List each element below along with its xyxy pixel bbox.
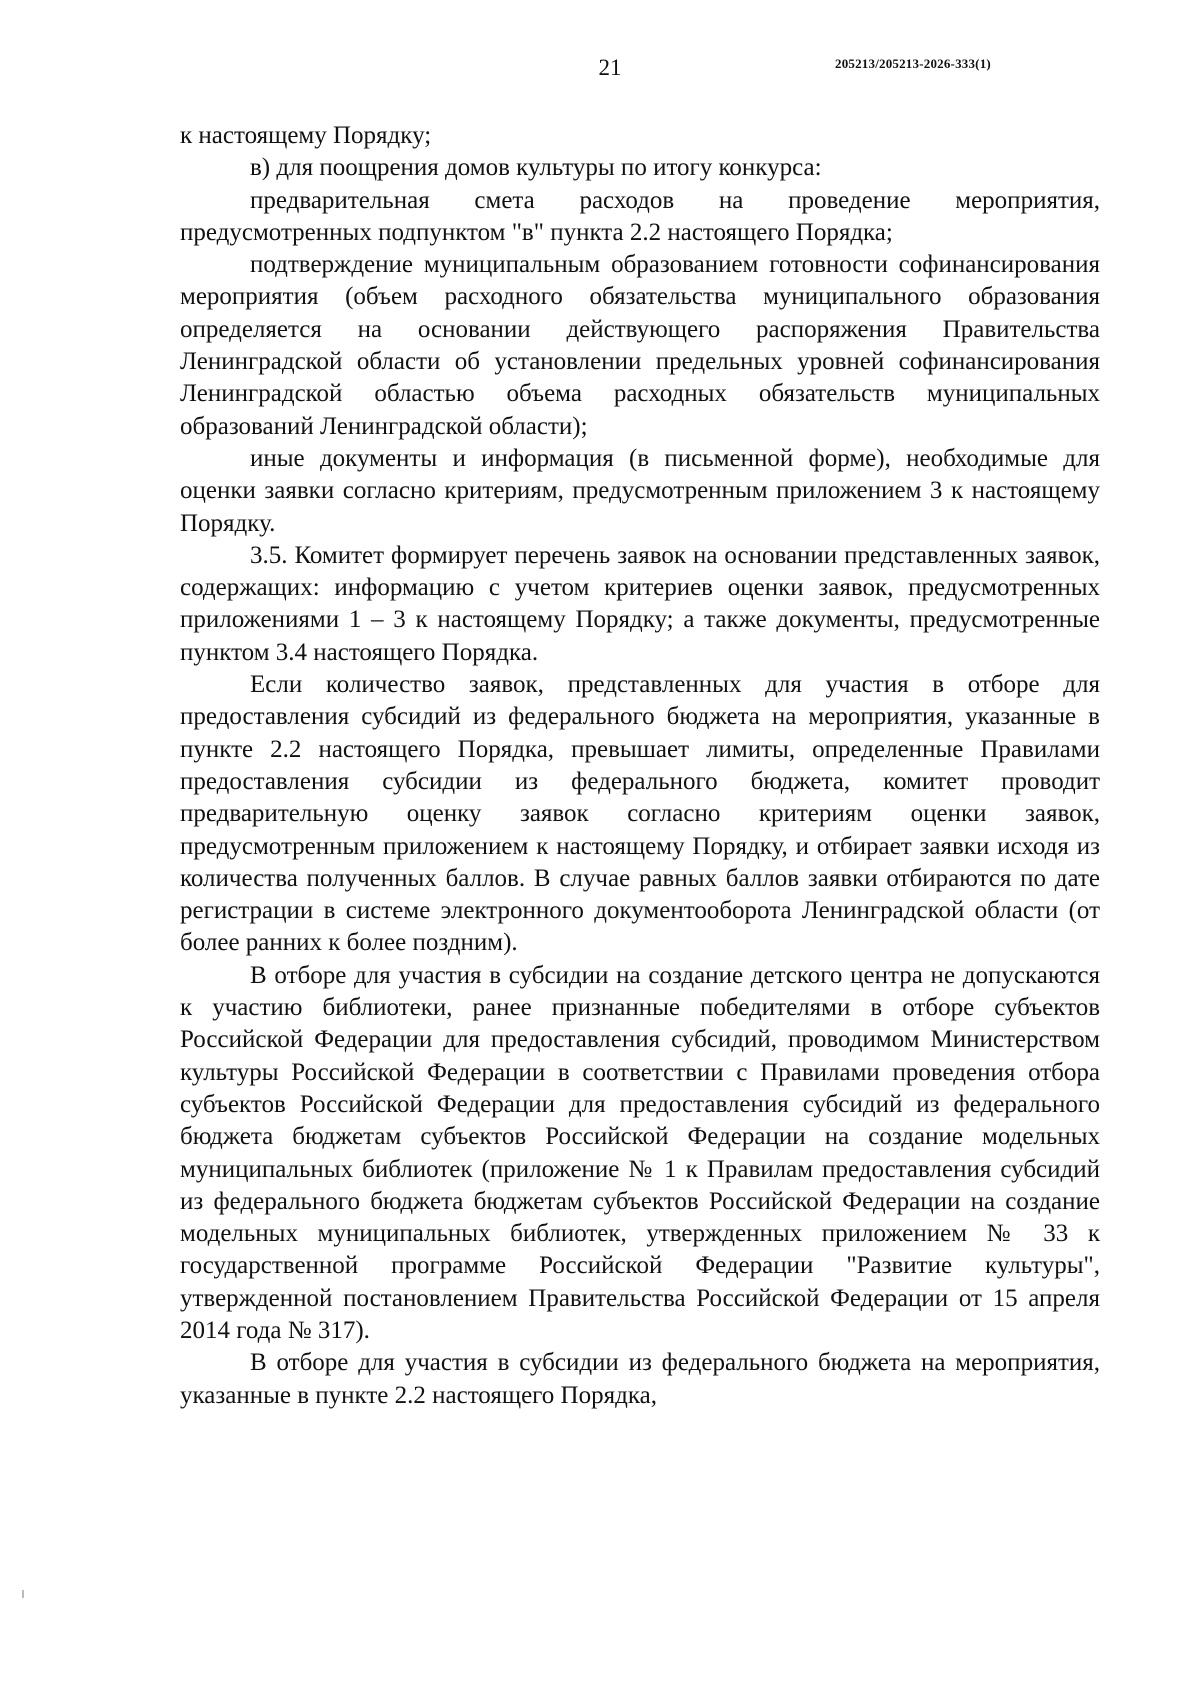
page-number: 21 <box>598 55 622 80</box>
paragraph-applications-limit: Если количество заявок, представленных для участия в отборе для предоставления субсидий из федерального бюджета на мероприятия, указанные в пункте 2.2 настоящего Порядка, превышает лимиты, определенные Правилами предоставления субсидии из федерального бюджета, комитет проводит предварительную оценку заявок согласно критериям оценки заявок, предусмотренным приложением к настоящему Порядку, и отбирает заявки исходя из количества полученных баллов. В случае равных баллов заявки отбираются по дате регистрации в системе электронного документооборота Ленинградской области (от более ранних к более поздним). <box>180 671 1100 957</box>
paragraph-item-v: в) для поощрения домов культуры по итогу конкурса: <box>250 154 822 182</box>
paragraph-continuation: к настоящему Порядку; <box>180 122 432 149</box>
document-body <box>180 120 1100 1412</box>
paragraph-children-center: В отборе для участия в субсидии на создание детского центра не допускаются к участию библиотеки, ранее признанные победителями в отборе субъектов Российской Федерации для предоставления субсидий, проводимом Министерством культуры Российской Федерации в соответствии с Правилами проведения отбора субъектов Российской Федерации для предоставления субсидий из федерального бюджета бюджетам субъектов Российской Федерации на создание модельных муниципальных библиотек (приложение № 1 к Правилам предоставления субсидий из федерального бюджета бюджетам субъектов Российской Федерации на создание модельных муниципальных библиотек, утвержденных приложением № 33 к государственной программе Российской Федерации "Развитие культуры", утвержденной постановлением Правительства Российской Федерации от 15 апреля 2014 года № 317). <box>180 961 1100 1344</box>
paragraph-3-5: 3.5. Комитет формирует перечень заявок на основании представленных заявок, содержащих: информацию с учетом критериев оценки заявок, предусмотренных приложениями 1 – 3 к настоящему Порядку; а также документы, предусмотренные пунктом 3.4 настоящего Порядка. <box>180 541 1100 666</box>
paragraph-other-documents: иные документы и информация (в письменной форме), необходимые для оценки заявки согласно критериям, предусмотренным приложением 3 к настоящему Порядку. <box>180 444 1100 537</box>
paragraph-estimate: предварительная смета расходов на проведение мероприятия, предусмотренных подпунктом "в" пункта 2.2 настоящего Порядка; <box>180 186 1100 246</box>
margin-mark <box>22 1590 24 1598</box>
paragraph-cofinancing: подтверждение муниципальным образованием готовности софинансирования мероприятия (объем расходного обязательства муниципального образования определяется на основании действующего распоряжения Правительства Ленинградской области об установлении предельных уровней софинансирования Ленинградской областью объема расходных обязательств муниципальных образований Ленинградской области); <box>180 251 1100 440</box>
document-code: 205213/205213-2026-333(1) <box>835 56 991 71</box>
paragraph-federal-subsidy: В отборе для участия в субсидии из федерального бюджета на мероприятия, указанные в пункте 2.2 настоящего Порядка, <box>180 1349 1100 1409</box>
